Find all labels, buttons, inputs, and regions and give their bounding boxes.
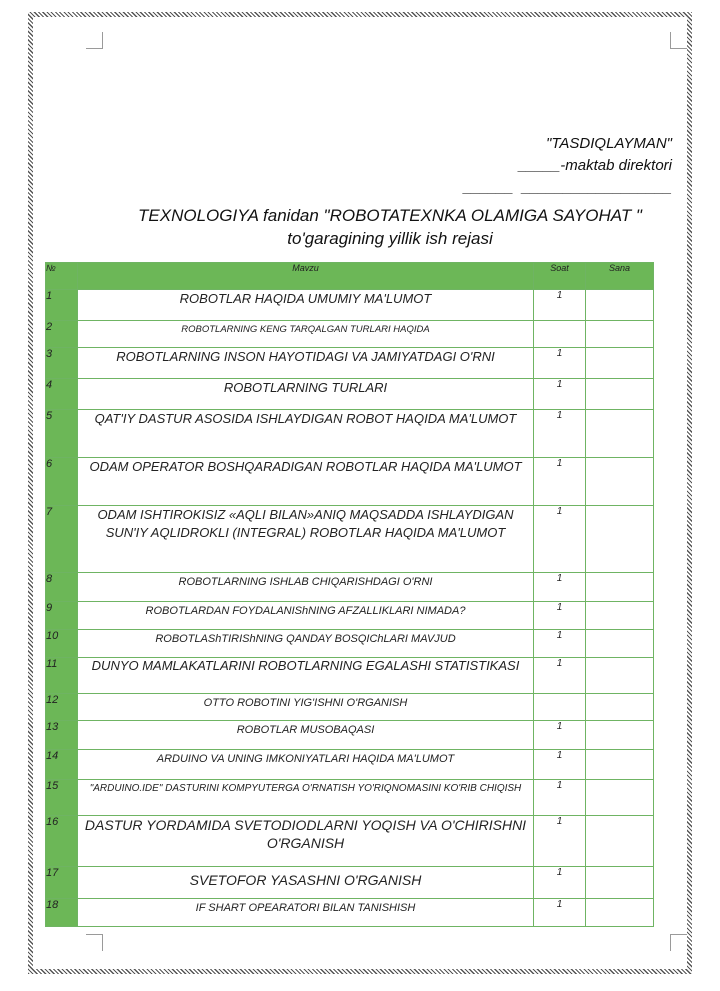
row-date <box>586 694 654 721</box>
table-row <box>46 348 654 379</box>
table-row <box>46 750 654 780</box>
row-topic: ROBOTLAR MUSOBAQASI <box>78 721 534 750</box>
row-num: 4 <box>46 379 78 410</box>
header-hours: Soat <box>534 263 586 290</box>
table-row <box>46 458 654 506</box>
title-line-1: TEXNOLOGIYA fanidan "ROBOTATEXNKA OLAMIGA SAYOHAT " <box>138 206 642 225</box>
row-date <box>586 506 654 573</box>
row-topic: ODAM OPERATOR BOSHQARADIGAN ROBOTLAR HAQIDA MA'LUMOT <box>78 458 534 506</box>
row-date <box>586 290 654 321</box>
row-topic: DASTUR YORDAMIDA SVETODIODLARNI YOQISH VA O'CHIRISHNI O'RGANISH <box>78 816 534 867</box>
row-topic: ARDUINO VA UNING IMKONIYATLARI HAQIDA MA'LUMOT <box>78 750 534 780</box>
row-topic: ROBOTLARNING ISHLAB CHIQARISHDAGI O'RNI <box>78 573 534 602</box>
row-topic: DUNYO MAMLAKATLARINI ROBOTLARNING EGALASHI STATISTIKASI <box>78 658 534 694</box>
row-hours: 1 <box>534 780 586 816</box>
row-date <box>586 899 654 927</box>
row-hours: 1 <box>534 867 586 899</box>
row-hours: 1 <box>534 379 586 410</box>
row-num: 17 <box>46 867 78 899</box>
row-date <box>586 750 654 780</box>
table-row <box>46 658 654 694</box>
row-num: 14 <box>46 750 78 780</box>
table-row <box>46 321 654 348</box>
header-topic: Mavzu <box>78 263 534 290</box>
row-date <box>586 458 654 506</box>
row-topic: ODAM ISHTIROKISIZ «AQLI BILAN»ANIQ MAQSADDA ISHLAYDIGAN SUN'IY AQLIDROKLI (INTEGRAL) ROBOTLAR HAQIDA MA'LUMOT <box>78 506 534 573</box>
approval-heading: "TASDIQLAYMAN" <box>546 135 672 152</box>
row-hours: 1 <box>534 602 586 630</box>
row-hours: 1 <box>534 410 586 458</box>
row-num: 1 <box>46 290 78 321</box>
crop-mark-top-right <box>670 32 687 49</box>
row-hours: 1 <box>534 506 586 573</box>
row-topic: QAT'IY DASTUR ASOSIDA ISHLAYDIGAN ROBOT HAQIDA MA'LUMOT <box>78 410 534 458</box>
row-hours <box>534 321 586 348</box>
row-num: 10 <box>46 630 78 658</box>
row-num: 7 <box>46 506 78 573</box>
row-num: 15 <box>46 780 78 816</box>
table-row <box>46 780 654 816</box>
row-topic: ROBOTLARNING TURLARI <box>78 379 534 410</box>
row-topic: "ARDUINO.IDE" DASTURINI KOMPYUTERGA O'RNATISH YO'RIQNOMASINI KO'RIB CHIQISH <box>78 780 534 816</box>
row-date <box>586 867 654 899</box>
annual-plan-table <box>45 262 654 927</box>
row-topic: IF SHART OPEARATORI BILAN TANISHISH <box>78 899 534 927</box>
approval-director-line: _____-maktab direktori <box>518 157 672 174</box>
row-topic: ROBOTLARNING INSON HAYOTIDAGI VA JAMIYATDAGI O'RNI <box>78 348 534 379</box>
table-row <box>46 573 654 602</box>
header-num: № <box>46 263 78 290</box>
row-topic: ROBOTLAR HAQIDA UMUMIY MA'LUMOT <box>78 290 534 321</box>
row-num: 18 <box>46 899 78 927</box>
row-date <box>586 379 654 410</box>
row-topic: ROBOTLARNING KENG TARQALGAN TURLARI HAQIDA <box>78 321 534 348</box>
row-date <box>586 573 654 602</box>
table-row <box>46 410 654 458</box>
row-date <box>586 816 654 867</box>
crop-mark-top-left <box>86 32 103 49</box>
table-row <box>46 899 654 927</box>
row-date <box>586 780 654 816</box>
row-num: 5 <box>46 410 78 458</box>
table-row <box>46 506 654 573</box>
row-num: 6 <box>46 458 78 506</box>
row-hours: 1 <box>534 750 586 780</box>
row-topic: ROBOTLARDAN FOYDALANIShNING AFZALLIKLARI NIMADA? <box>78 602 534 630</box>
row-topic: OTTO ROBOTINI YIG'ISHNI O'RGANISH <box>78 694 534 721</box>
row-hours: 1 <box>534 348 586 379</box>
row-num: 11 <box>46 658 78 694</box>
row-hours: 1 <box>534 630 586 658</box>
crop-mark-bottom-left <box>86 934 103 951</box>
row-hours: 1 <box>534 721 586 750</box>
table-row <box>46 816 654 867</box>
header-date: Sana <box>586 263 654 290</box>
row-num: 8 <box>46 573 78 602</box>
table-row <box>46 379 654 410</box>
row-date <box>586 348 654 379</box>
row-num: 12 <box>46 694 78 721</box>
row-hours: 1 <box>534 816 586 867</box>
row-hours: 1 <box>534 573 586 602</box>
table-row <box>46 290 654 321</box>
row-hours: 1 <box>534 899 586 927</box>
row-num: 2 <box>46 321 78 348</box>
row-num: 9 <box>46 602 78 630</box>
row-date <box>586 630 654 658</box>
row-num: 13 <box>46 721 78 750</box>
row-date <box>586 321 654 348</box>
row-num: 3 <box>46 348 78 379</box>
table-row <box>46 602 654 630</box>
row-topic: ROBOTLAShTIRIShNING QANDAY BOSQIChLARI MAVJUD <box>78 630 534 658</box>
row-topic: SVETOFOR YASASHNI O'RGANISH <box>78 867 534 899</box>
row-date <box>586 410 654 458</box>
row-num: 16 <box>46 816 78 867</box>
table-header-row <box>46 263 654 290</box>
crop-mark-bottom-right <box>670 934 687 951</box>
table-row <box>46 694 654 721</box>
document-title <box>80 204 700 250</box>
title-line-2: to'garagining yillik ish rejasi <box>287 229 493 248</box>
row-date <box>586 721 654 750</box>
row-date <box>586 602 654 630</box>
table-row <box>46 721 654 750</box>
row-hours: 1 <box>534 458 586 506</box>
row-hours: 1 <box>534 290 586 321</box>
table-row <box>46 867 654 899</box>
approval-signature-line: ______ __________________ <box>463 179 672 196</box>
row-hours: 1 <box>534 658 586 694</box>
approval-block <box>463 133 672 199</box>
table-row <box>46 630 654 658</box>
row-date <box>586 658 654 694</box>
row-hours <box>534 694 586 721</box>
